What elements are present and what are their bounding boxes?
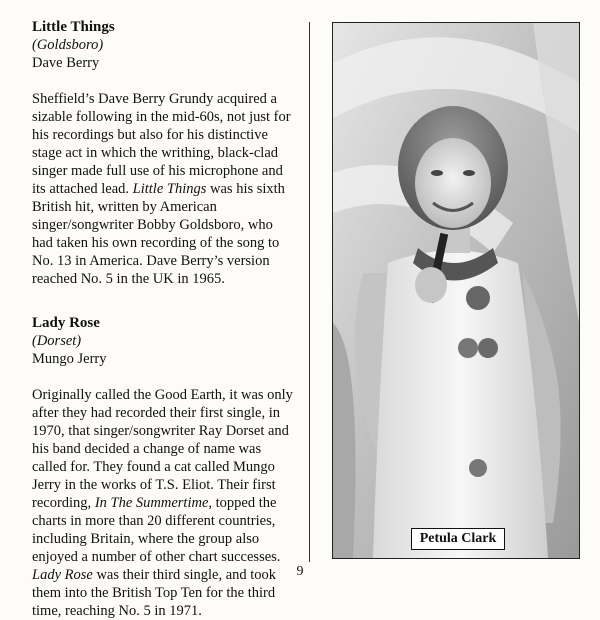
body-text: was their third single, and took them into the British Top Ten for the third time, reaching No. 5 in 1971. (32, 567, 277, 619)
body-text: , topped the charts in more than 20 different countries, including Britain, where the group also enjoyed a number of other chart successes. (32, 495, 281, 565)
left-column (32, 18, 294, 620)
entry-body (32, 386, 294, 620)
entry-artist: Mungo Jerry (32, 351, 107, 367)
song-title-italic: Lady Rose (32, 567, 93, 583)
entry-writer: (Goldsboro) (32, 37, 104, 53)
photo-caption: Petula Clark (411, 528, 505, 550)
singer-photo (333, 23, 579, 558)
entry-title: Lady Rose (32, 315, 100, 331)
body-text: was his sixth British hit, written by American singer/songwriter Bobby Goldsboro, who had taken his own recording of the song to No. 13 in America. Dave Berry’s version reached No. 5 in the UK in 1965. (32, 181, 285, 287)
column-divider (309, 22, 310, 562)
entry-writer: (Dorset) (32, 333, 82, 349)
entry-body (32, 90, 294, 288)
entry-little-things (32, 18, 294, 288)
photo-frame (332, 22, 580, 559)
entry-artist: Dave Berry (32, 55, 100, 71)
body-text: Sheffield’s Dave Berry Grundy acquired a sizable following in the mid-60s, not just for his recordings but also for his distinctive stage act in which the writhing, black-clad singer made full use of his microphone and its attached lead. (32, 91, 291, 197)
entry-title: Little Things (32, 19, 115, 35)
song-title-italic: Little Things (132, 181, 207, 197)
page-number: 9 (296, 564, 304, 579)
song-title-italic: In The Summertime (94, 495, 209, 511)
body-text: Originally called the Good Earth, it was only after they had recorded their first single, in 1970, that singer/songwriter Ray Dorset and his band decided a change of name was called for. They found a cat called Mungo Jerry in the works of T.S. Eliot. Their first recording, (32, 387, 293, 511)
